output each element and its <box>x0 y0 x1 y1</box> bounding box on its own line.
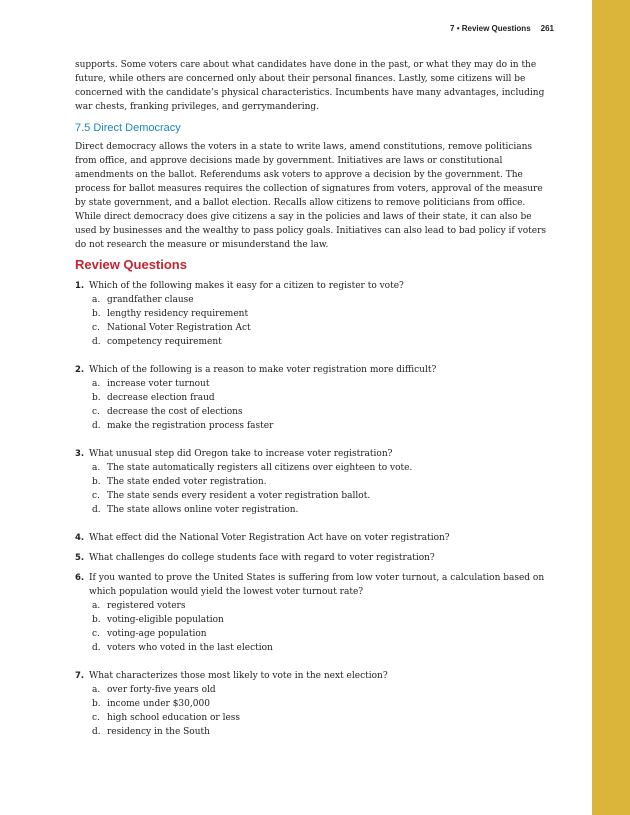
option-letter: a. <box>92 601 101 611</box>
option-text: competency requirement <box>107 337 222 347</box>
question-text: What unusual step did Oregon take to increase voter registration? <box>89 449 393 459</box>
option-text: National Voter Registration Act <box>107 323 251 333</box>
option-text: grandfather clause <box>107 295 194 305</box>
option-letter: a. <box>92 295 101 305</box>
question-item <box>75 447 553 517</box>
option-text: increase voter turnout <box>107 379 210 389</box>
answer-option <box>89 697 553 711</box>
answer-option <box>89 489 553 503</box>
option-letter: d. <box>92 421 101 431</box>
option-text: income under $30,000 <box>107 699 210 709</box>
option-text: make the registration process faster <box>107 421 274 431</box>
answer-option <box>89 307 553 321</box>
question-text: What effect did the National Voter Registration Act have on voter registration? <box>89 533 450 543</box>
question-item <box>75 571 553 655</box>
answer-option <box>89 321 553 335</box>
question-item <box>75 363 553 433</box>
option-text: registered voters <box>107 601 186 611</box>
section-body: Direct democracy allows the voters in a state to write laws, amend constitutions, remove politicians from office, and approve decisions made by government. Initiatives are laws or constitutional amendments on the ballot. Referendums ask voters to approve a decision by the government. The process for ballot measures requires the collection of signatures from voters, approval of the measure by state government, and a ballot election. Recalls allow citizens to remove politicians from office. While direct democracy does give citizens a say in the policies and laws of their state, it can also be used by businesses and the wealthy to pass policy goals. Initiatives can also lead to bad policy if voters do not research the measure or misunderstand the law. <box>75 142 546 250</box>
answer-option <box>89 391 553 405</box>
running-header <box>450 24 554 33</box>
option-text: voters who voted in the last election <box>107 643 273 653</box>
section-title: 7.5 Direct Democracy <box>75 122 181 134</box>
option-text: decrease the cost of elections <box>107 407 243 417</box>
answer-option <box>89 503 553 517</box>
answer-option <box>89 599 553 613</box>
option-letter: d. <box>92 337 101 347</box>
question-text: Which of the following makes it easy for a citizen to register to vote? <box>89 281 404 291</box>
answer-option <box>89 641 553 655</box>
option-letter: d. <box>92 727 101 737</box>
answer-option <box>89 725 553 739</box>
answer-option <box>89 613 553 627</box>
answer-options <box>89 377 553 433</box>
option-text: The state allows online voter registration. <box>107 505 299 515</box>
question-number: 2. <box>75 365 85 375</box>
question-item <box>75 669 553 739</box>
option-text: The state ended voter registration. <box>107 477 267 487</box>
page-edge-color-bar <box>592 0 630 815</box>
answer-option <box>89 377 553 391</box>
question-text: Which of the following is a reason to make voter registration more difficult? <box>89 365 437 375</box>
option-letter: c. <box>92 713 100 723</box>
option-text: voting-age population <box>107 629 207 639</box>
review-questions-heading: Review Questions <box>75 257 187 272</box>
answer-option <box>89 683 553 697</box>
question-number: 4. <box>75 533 85 543</box>
question-number: 7. <box>75 671 85 681</box>
question-item <box>75 279 553 349</box>
answer-option <box>89 335 553 349</box>
option-letter: a. <box>92 379 101 389</box>
option-letter: b. <box>92 477 101 487</box>
option-letter: c. <box>92 491 100 501</box>
option-letter: c. <box>92 323 100 333</box>
option-text: The state sends every resident a voter registration ballot. <box>107 491 371 501</box>
option-letter: b. <box>92 699 101 709</box>
answer-options <box>89 683 553 739</box>
option-text: residency in the South <box>107 727 210 737</box>
option-letter: b. <box>92 393 101 403</box>
answer-option <box>89 405 553 419</box>
question-number: 5. <box>75 553 85 563</box>
question-list <box>75 279 553 739</box>
answer-option <box>89 627 553 641</box>
question-item <box>75 551 553 565</box>
question-text: If you wanted to prove the United States is suffering from low voter turnout, a calculation based on which population would yield the lowest voter turnout rate? <box>89 573 545 597</box>
option-text: high school education or less <box>107 713 241 723</box>
answer-option <box>89 475 553 489</box>
option-text: decrease election fraud <box>107 393 215 403</box>
question-text: What challenges do college students face with regard to voter registration? <box>89 553 435 563</box>
option-letter: a. <box>92 463 101 473</box>
question-number: 3. <box>75 449 85 459</box>
option-letter: c. <box>92 629 100 639</box>
answer-options <box>89 461 553 517</box>
question-number: 1. <box>75 281 85 291</box>
option-letter: c. <box>92 407 100 417</box>
chapter-label: 7 • Review Questions <box>450 24 531 33</box>
option-text: lengthy residency requirement <box>107 309 249 319</box>
option-text: voting-eligible population <box>107 615 224 625</box>
question-item <box>75 531 553 545</box>
option-letter: b. <box>92 309 101 319</box>
answer-option <box>89 293 553 307</box>
page-content <box>75 58 553 753</box>
question-text: What characterizes those most likely to vote in the next election? <box>89 671 388 681</box>
question-number: 6. <box>75 573 85 583</box>
intro-paragraph: supports. Some voters care about what candidates have done in the past, or what they may do in the future, while others are concerned only about their personal finances. Lastly, some citizens will be concerned with the candidate’s physical characteristics. Incumbents have many advantages, including war chests, franking privileges, and gerrymandering. <box>75 60 545 112</box>
answer-option <box>89 419 553 433</box>
option-text: over forty-five years old <box>107 685 216 695</box>
option-letter: d. <box>92 643 101 653</box>
option-letter: d. <box>92 505 101 515</box>
answer-option <box>89 711 553 725</box>
option-text: The state automatically registers all citizens over eighteen to vote. <box>107 463 413 473</box>
answer-options <box>89 599 553 655</box>
answer-option <box>89 461 553 475</box>
answer-options <box>89 293 553 349</box>
page-number: 261 <box>540 24 554 33</box>
option-letter: a. <box>92 685 101 695</box>
option-letter: b. <box>92 615 101 625</box>
